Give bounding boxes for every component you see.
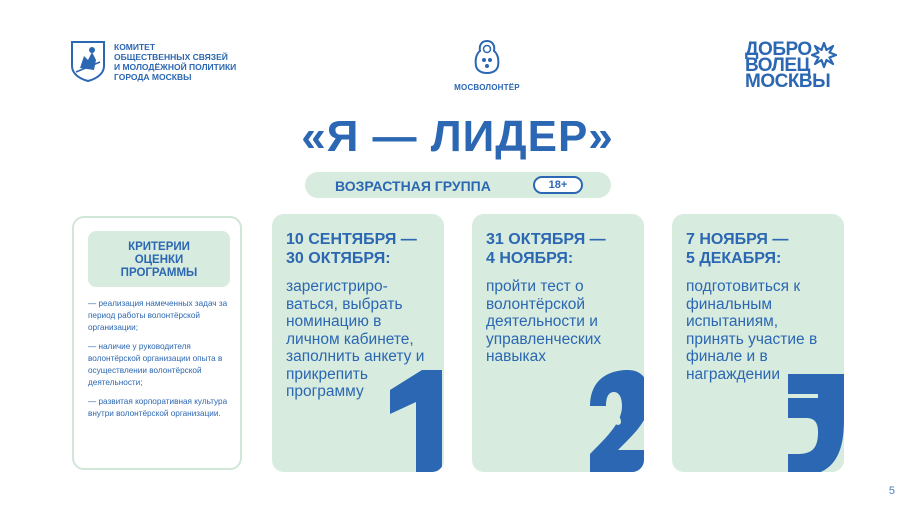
criteria-item: — наличие у руководителя волонтёрской организации опыта в осуществлении волонтёрской деятельности; — [88, 342, 223, 387]
step-description: пройти тест о волонтёрской деятельности и управленческих навыках — [486, 278, 602, 365]
criteria-list — [88, 298, 238, 427]
mosvolonter-wordmark: МОСВОЛОНТЁР — [454, 83, 520, 92]
criteria-item: — реализация намеченных задач за период работы волонтёрской организации; — [88, 299, 228, 332]
dobro-word-2: ВОЛЕЦ — [745, 55, 810, 76]
dobro-word-3: МОСКВЫ — [745, 71, 831, 92]
step-card-3 — [672, 214, 844, 472]
dobrovolec-logo — [745, 39, 855, 92]
criteria-card — [72, 216, 242, 470]
step-number-3 — [784, 370, 844, 472]
criteria-heading: КРИТЕРИИ ОЦЕНКИ ПРОГРАММЫ — [88, 231, 230, 287]
step-card-2 — [472, 214, 644, 472]
star-burst-icon — [811, 42, 837, 68]
step-description: подготовиться к финальным испытаниям, принять участие в финале и в награждении — [686, 278, 818, 383]
step-date: 31 ОКТЯБРЯ — 4 НОЯБРЯ: — [486, 231, 606, 267]
step-card-1 — [272, 214, 444, 472]
dobro-word-1: ДОБРО — [745, 39, 812, 60]
page-number: 5 — [888, 485, 895, 497]
criteria-item: — развитая корпоративная культура внутри волонтёрской организации. — [88, 397, 228, 418]
age-group-badge: 18+ — [533, 176, 583, 194]
matryoshka-icon — [474, 40, 500, 74]
step-description: зарегистриро-ваться, выбрать номинацию в личном кабинете, заполнить анкету и прикрепить программу — [286, 278, 425, 400]
age-group-bar — [305, 172, 611, 198]
mosvolonter-logo — [452, 40, 522, 92]
committee-logo — [70, 40, 236, 82]
step-date: 10 СЕНТЯБРЯ — 30 ОКТЯБРЯ: — [286, 231, 417, 267]
page-title: «Я — ЛИДЕР» — [301, 112, 614, 161]
moscow-coat-of-arms-icon — [70, 40, 106, 82]
committee-name: КОМИТЕТ ОБЩЕСТВЕННЫХ СВЯЗЕЙ И МОЛОДЁЖНОЙ ПОЛИТИКИ ГОРОДА МОСКВЫ — [114, 42, 237, 82]
step-number-1 — [384, 366, 444, 472]
age-group-label: ВОЗРАСТНАЯ ГРУППА — [335, 178, 491, 194]
step-number-2 — [588, 366, 644, 472]
step-date: 7 НОЯБРЯ — 5 ДЕКАБРЯ: — [686, 231, 789, 267]
